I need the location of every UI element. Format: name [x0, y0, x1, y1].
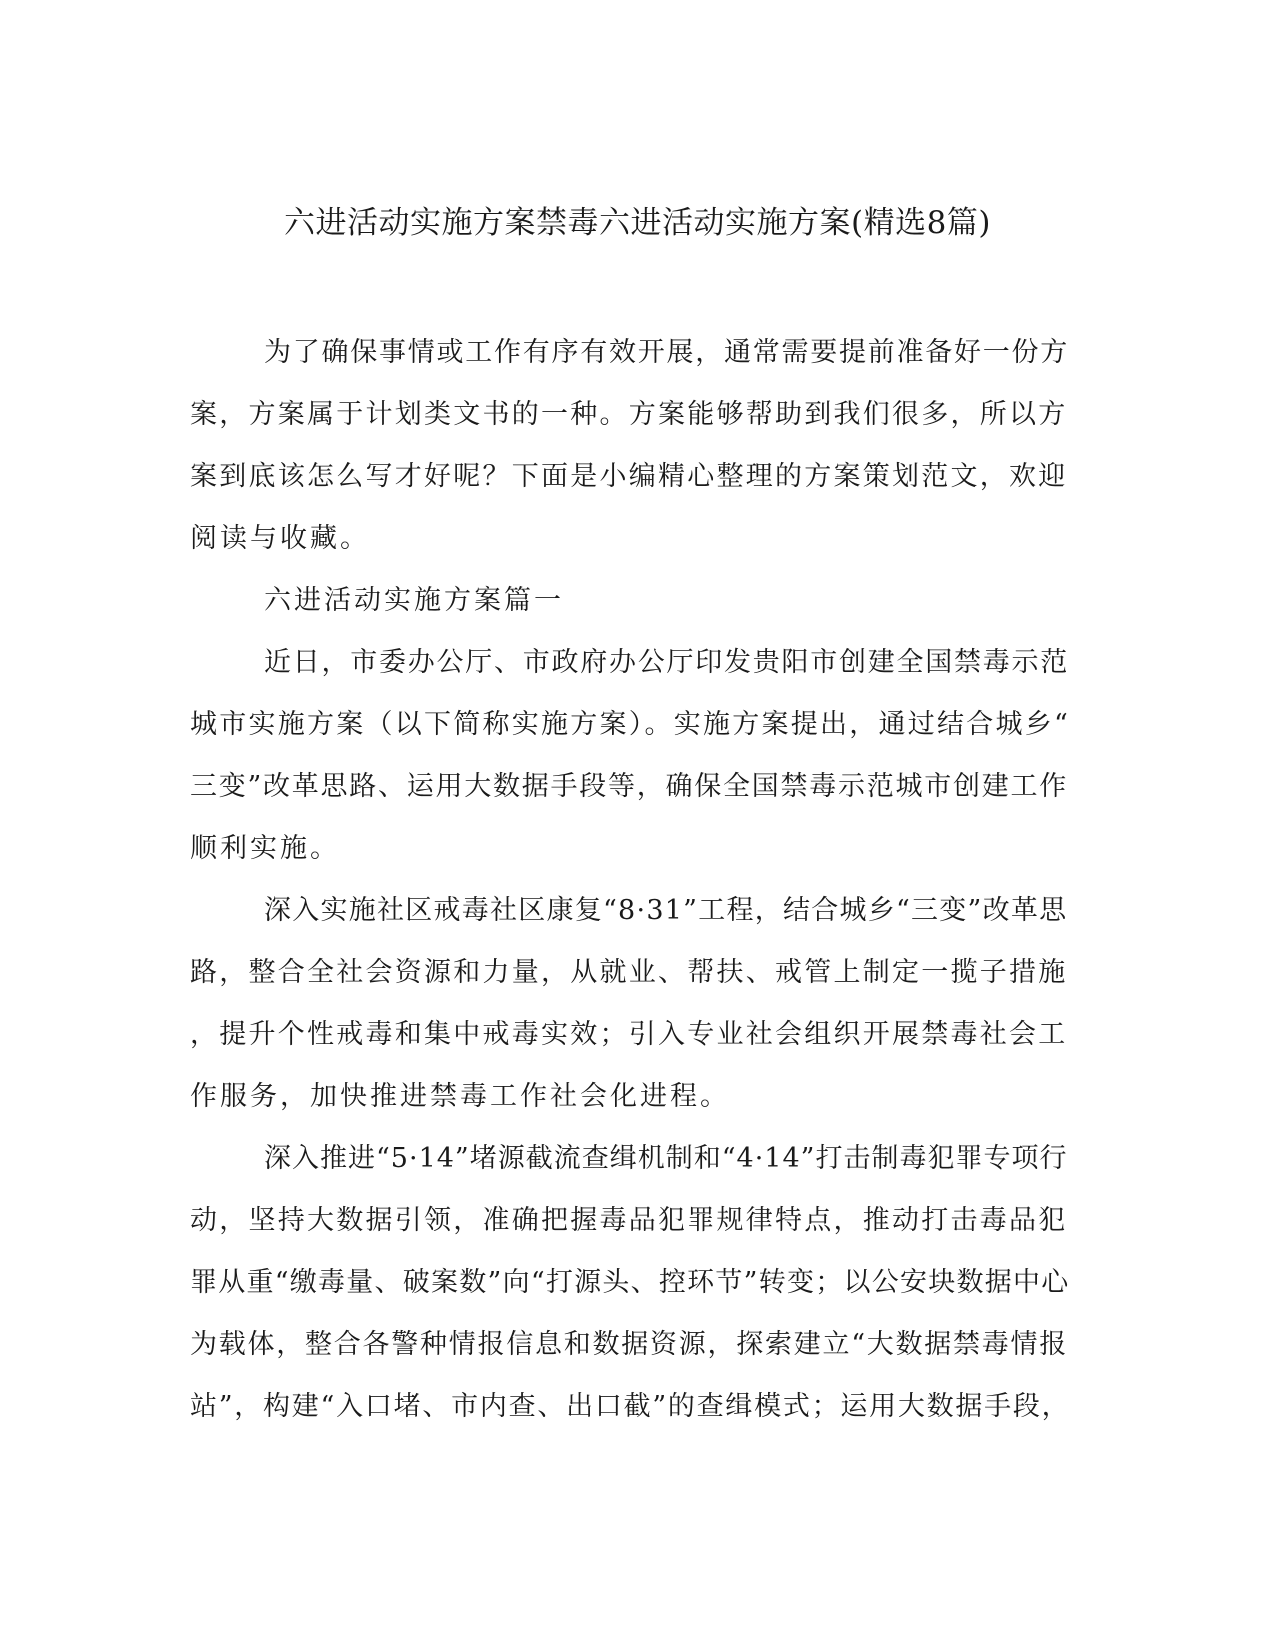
text-line: 顺利实施。 — [190, 833, 340, 864]
text-line: 罪从重“缴毒量、破案数”向“打源头、控环节”转变；以公安块数据中心 — [190, 1267, 1070, 1298]
text-line: 站”，构建“入口堵、市内查、出口截”的查缉模式；运用大数据手段， — [190, 1391, 1071, 1422]
text-line: 案到底该怎么写才好呢？下面是小编精心整理的方案策划范文，欢迎 — [190, 461, 1068, 492]
text-line: 路，整合全社会资源和力量，从就业、帮扶、戒管上制定一揽子措施 — [190, 957, 1068, 988]
paragraph — [190, 1128, 1070, 1438]
text-line: 近日，市委办公厅、市政府办公厅印发贵阳市创建全国禁毒示范 — [264, 647, 1069, 678]
document-body — [190, 322, 1070, 1438]
text-line: 为载体，整合各警种情报信息和数据资源，探索建立“大数据禁毒情报 — [190, 1329, 1069, 1360]
paragraph-intro — [190, 322, 1070, 570]
text-line: 为了确保事情或工作有序有效开展，通常需要提前准备好一份方 — [264, 337, 1069, 368]
text-line: 阅读与收藏。 — [190, 523, 370, 554]
text-line: ，提升个性戒毒和集中戒毒实效；引入专业社会组织开展禁毒社会工 — [190, 1019, 1068, 1050]
paragraph — [190, 880, 1070, 1128]
text-line: 案，方案属于计划类文书的一种。方案能够帮助到我们很多，所以方 — [190, 399, 1068, 430]
text-line: 深入实施社区戒毒社区康复“8·31”工程，结合城乡“三变”改革思 — [264, 895, 1068, 926]
document-title: 六进活动实施方案禁毒六进活动实施方案(精选8篇) — [284, 205, 991, 241]
text-line: 六进活动实施方案篇一 — [264, 585, 564, 616]
text-line: 城市实施方案（以下简称实施方案）。实施方案提出，通过结合城乡“ — [190, 709, 1071, 740]
section-heading — [190, 570, 1070, 632]
text-line: 动，坚持大数据引领，准确把握毒品犯罪规律特点，推动打击毒品犯 — [190, 1205, 1068, 1236]
text-line: 深入推进“5·14”堵源截流查缉机制和“4·14”打击制毒犯罪专项行 — [264, 1143, 1068, 1174]
text-line: 作服务，加快推进禁毒工作社会化进程。 — [190, 1081, 730, 1112]
paragraph — [190, 632, 1070, 880]
text-line: 三变”改革思路、运用大数据手段等，确保全国禁毒示范城市创建工作 — [190, 771, 1069, 802]
